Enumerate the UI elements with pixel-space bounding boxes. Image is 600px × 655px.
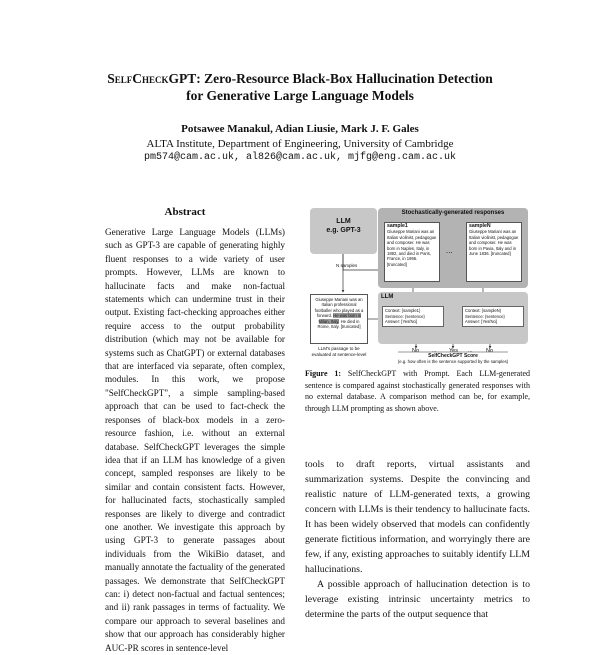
verdict-no-2: No	[486, 348, 494, 354]
emails: pm574@cam.ac.uk, al826@cam.ac.uk, mjfg@eng.cam.ac.uk	[143, 152, 457, 163]
figure-caption	[305, 368, 530, 414]
prompt2-answer: Answer: [Yes/No]	[465, 319, 497, 325]
passage-text-post: He died in Rome, Italy. [truncated]	[317, 318, 361, 330]
caption-label: Figure 1:	[305, 369, 342, 378]
llm-passage-box	[310, 294, 368, 344]
samples-ellipsis: ...	[446, 246, 453, 255]
prompt-sample1	[382, 306, 444, 327]
abstract-heading: Abstract	[164, 206, 206, 218]
llm-label: LLM	[336, 218, 351, 225]
passage-highlighted-sentence: He was born in Milan, Italy.	[318, 313, 362, 324]
sampleN-label: sampleN	[469, 223, 491, 229]
score-label: SelfCheckGPT Score	[428, 353, 478, 359]
llm-model-label: e.g. GPT-3	[326, 227, 361, 234]
intro-paragraph-2: A possible approach of hallucination detection is to leverage existing intrinsic uncertainty metrics to determine the parts of the output sequence that	[305, 579, 530, 620]
n-samples-label: N samples	[336, 263, 358, 268]
authors: Potsawee Manakul, Adian Liusie, Mark J. F. Gales	[181, 123, 419, 135]
abstract-body: Generative Large Language Models (LLMs) such as GPT-3 are capable of generating highly fluent responses to a wide variety of user prompts. However, LLMs are known to hallucinate facts and make non-factual statements which can undermine trust in their output. Existing fact-checking approaches either require access to the output probability distribution (which may not be available for systems such as ChatGPT) or external databases that are interfaced via separate, often complex, modules. In this work, we propose "SelfCheckGPT", a simple sampling-based approach that can be used to fact-check the responses of black-box models in a zero-resource fashion, i.e. without an external database. SelfCheckGPT leverages the simple idea that if an LLM has knowledge of a given concept, sampled responses are likely to be similar and contain consistent facts. However, for hallucinated facts, stochastically sampled responses are likely to diverge and contradict one another. We investigate this approach by using GPT-3 to generate passages about individuals from the WikiBio dataset, and manually annotate the factuality of the generated passages. We demonstrate that SelfCheckGPT can: i) detect non-factual and factual sentences; and ii) rank passages in terms of factuality. We compare our approach to several baselines and show that our approach has considerably higher AUC-PR scores in sentence-level	[105, 227, 285, 653]
sample1-card	[384, 222, 440, 282]
passage-caption: LLM's passage to be evaluated at sentence-level	[311, 346, 367, 357]
prompt2-sentence: Sentence: {sentence}	[465, 313, 505, 319]
llm-generator-box	[310, 208, 377, 254]
sample1-text: Giuseppe Mariani was an Italian violinist, pedagogue and composer. He was born in Naples, Italy, in 1892, and died in Paris, France, in 1966. [truncated]	[387, 229, 437, 267]
sampleN-text: Giuseppe Mariani was an Italian violinist, pedagogue and composer. He was born in Pavia, Italy and in June 1836. [truncated]	[469, 229, 519, 257]
verdict-yes: Yes	[449, 348, 458, 354]
prompt-sampleN	[462, 306, 524, 327]
score-description: (e.g. how often is the sentence supported by the samples)	[397, 359, 509, 364]
figure-1	[308, 206, 530, 364]
llm-evaluator-box	[378, 292, 528, 344]
intro-paragraph-1: tools to draft reports, virtual assistants and summarization systems. Despite the convincing and realistic nature of LLM-generated texts, a growing concern with LLMs is their tendency to hallucinate facts. It has been widely observed that models can confidently generate fictitious information, and worryingly there are few, if any, existing approaches to suitably identify LLM hallucinations.	[305, 459, 530, 575]
title-rest: : Zero-Resource Black-Box Hallucination Detection	[196, 71, 493, 86]
intro-right-column	[305, 457, 530, 620]
affiliation: ALTA Institute, Department of Engineering, University of Cambridge	[146, 138, 454, 150]
stochastic-heading: Stochastically-generated responses	[401, 210, 505, 216]
title-system-name: SelfCheckGPT	[107, 71, 197, 86]
verdict-ellipsis-2: ...	[468, 348, 473, 354]
caption-text: SelfCheckGPT with Prompt. Each LLM-generated sentence is compared against stochastically generated responses with no external database. A comparison method can be, for example, through LLM prompting as shown above.	[305, 369, 530, 413]
paper-title-line-2: for Generative Large Language Models	[186, 88, 414, 103]
sampleN-card	[466, 222, 522, 282]
prompt1-context: Context: {sample1}	[385, 308, 421, 313]
passage-text-pre: Giuseppe Mariani was an Italian professional footballer who played as a forward.	[314, 297, 364, 319]
sample1-label: sample1	[387, 223, 408, 229]
prompt1-answer: Answer: [Yes/No]	[385, 319, 417, 325]
prompt2-context: Context: {sampleN}	[465, 308, 502, 313]
verdict-ellipsis-1: ...	[432, 348, 437, 354]
paper-title-line-1	[0, 70, 600, 88]
verdict-no-1: No	[412, 348, 420, 354]
prompt1-sentence: Sentence: {sentence}	[385, 313, 425, 319]
llm-evaluator-label: LLM	[381, 294, 394, 300]
stochastic-responses-box	[378, 208, 528, 288]
